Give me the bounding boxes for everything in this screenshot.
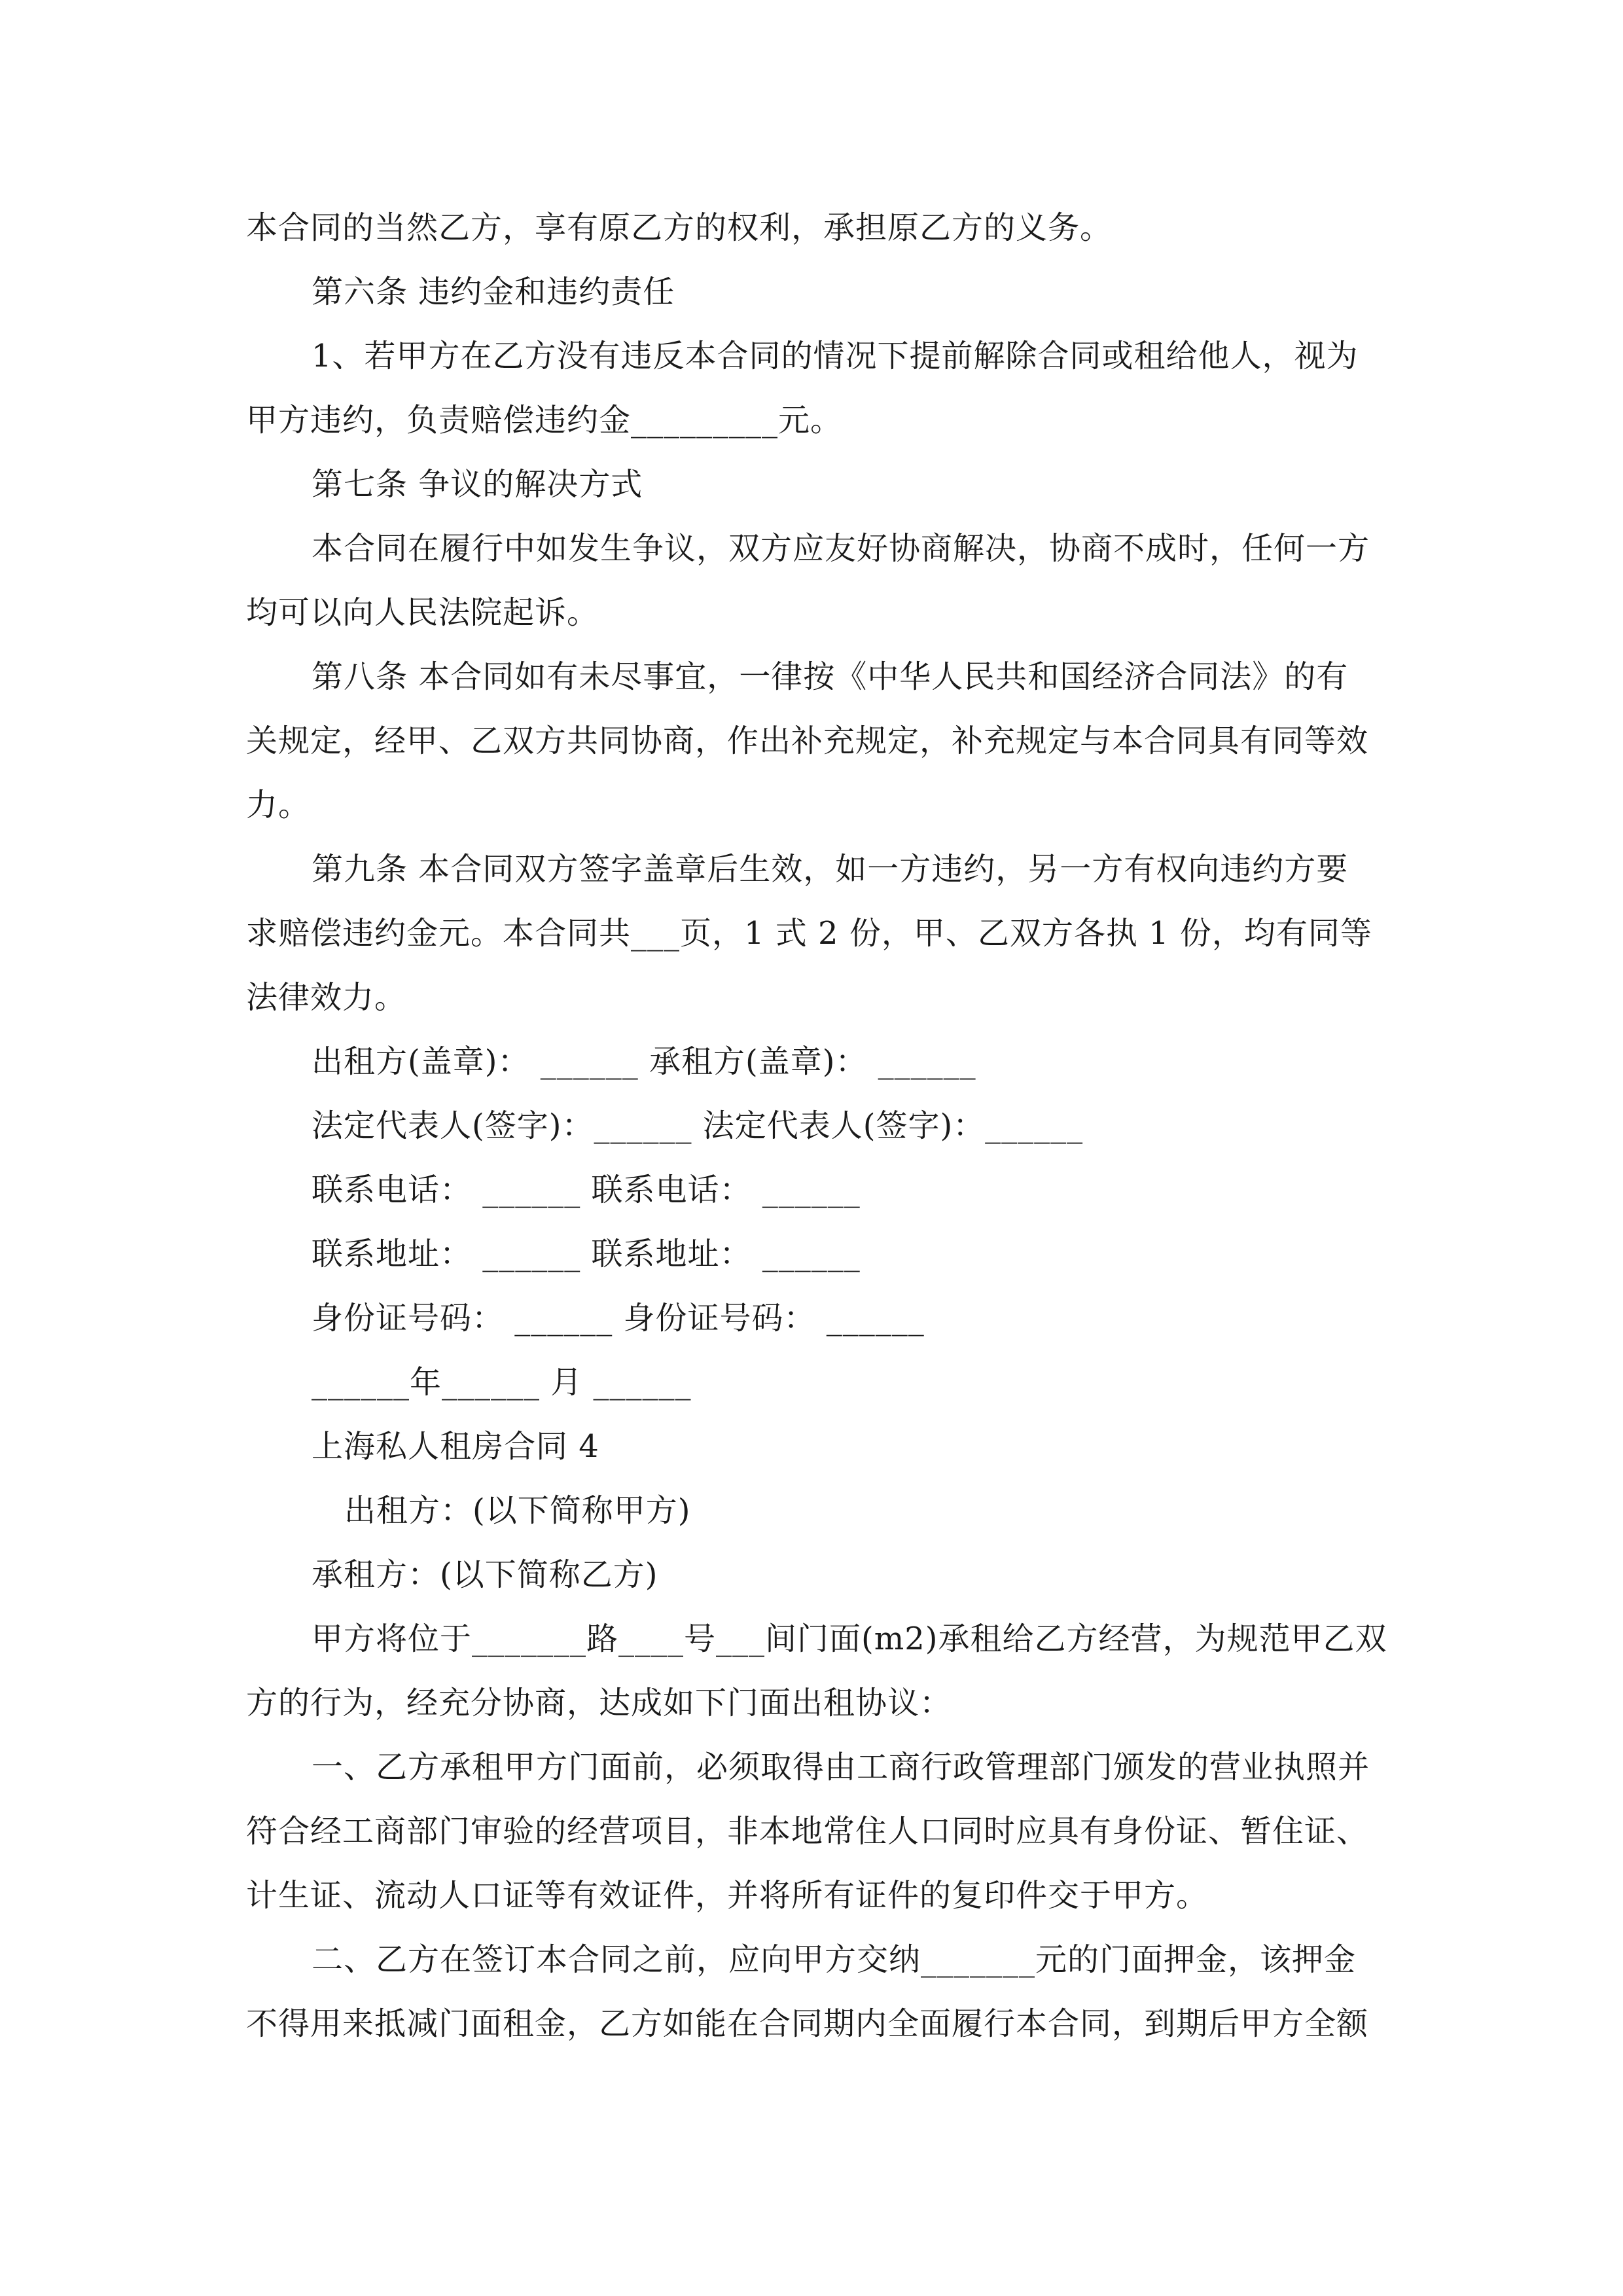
text-line: 第九条 本合同双方签字盖章后生效，如一方违约，另一方有权向违约方要: [312, 851, 1349, 888]
text-line: 求赔偿违约金元。本合同共___页，1 式 2 份，甲、乙双方各执 1 份，均有同等: [246, 915, 1372, 952]
signature-line: 出租方(盖章)： ______ 承租方(盖章)： ______: [312, 1043, 976, 1080]
text-line: 甲方违约，负责赔偿违约金_________元。: [246, 402, 843, 439]
text-line: 计生证、流动人口证等有效证件，并将所有证件的复印件交于甲方。: [246, 1877, 1209, 1914]
signature-line: 法定代表人(签字)：______ 法定代表人(签字)：______: [312, 1107, 1084, 1144]
text-line: 第八条 本合同如有未尽事宜，一律按《中华人民共和国经济合同法》的有: [312, 658, 1349, 695]
text-line: 1、若甲方在乙方没有违反本合同的情况下提前解除合同或租给他人，视为: [312, 338, 1359, 374]
text-line: 关规定，经甲、乙双方共同协商，作出补充规定，补充规定与本合同具有同等效: [246, 723, 1369, 759]
text-line: 力。: [246, 787, 311, 823]
text-line: 出租方：(以下简称甲方): [344, 1492, 691, 1529]
text-line: 本合同在履行中如发生争议，双方应友好协商解决，协商不成时，任何一方: [312, 530, 1370, 567]
article-heading: 第七条 争议的解决方式: [312, 466, 643, 503]
text-line: 甲方将位于_______路____号___间门面(m2)承租给乙方经营，为规范甲乙双: [312, 1621, 1387, 1657]
text-line: 均可以向人民法院起诉。: [246, 594, 599, 631]
text-line: 符合经工商部门审验的经营项目，非本地常住人口同时应具有身份证、暂住证、: [246, 1813, 1369, 1850]
article-heading: 第六条 违约金和违约责任: [312, 274, 675, 310]
section-title: 上海私人租房合同 4: [312, 1428, 599, 1465]
text-line: 法律效力。: [246, 979, 407, 1016]
text-line: 不得用来抵减门面租金，乙方如能在合同期内全面履行本合同，到期后甲方全额: [246, 2005, 1369, 2042]
signature-line: 身份证号码： ______ 身份证号码： ______: [312, 1300, 925, 1336]
signature-line: 联系电话： ______ 联系电话： ______: [312, 1172, 861, 1208]
text-line: 承租方：(以下简称乙方): [312, 1556, 658, 1593]
text-line: 方的行为，经充分协商，达成如下门面出租协议：: [246, 1685, 952, 1721]
text-line: 本合同的当然乙方，享有原乙方的权利，承担原乙方的义务。: [246, 209, 1113, 246]
text-line: 二、乙方在签订本合同之前，应向甲方交纳_______元的门面押金，该押金: [312, 1941, 1357, 1978]
date-line: ______年______ 月 ______: [312, 1364, 692, 1401]
text-line: 一、乙方承租甲方门面前，必须取得由工商行政管理部门颁发的营业执照并: [312, 1749, 1370, 1785]
signature-line: 联系地址： ______ 联系地址： ______: [312, 1236, 861, 1272]
